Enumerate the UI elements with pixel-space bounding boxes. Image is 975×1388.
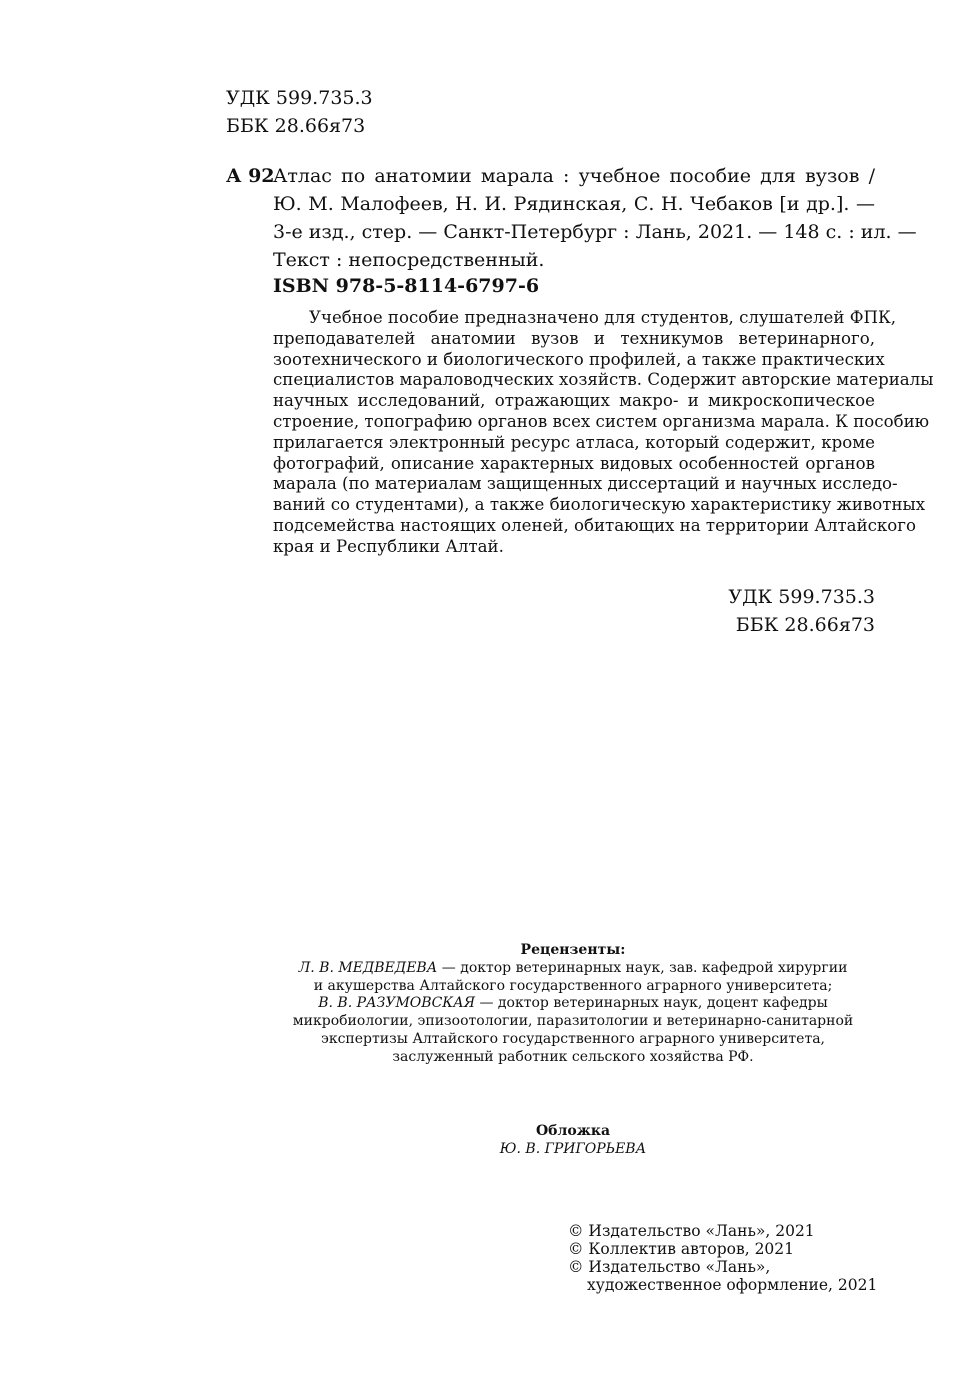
reviewer-2-affiliation: микробиологии, эпизоотологии, паразитологии и ветеринарно-санитарной [292, 1013, 854, 1030]
reviewer-2-title: — доктор ветеринарных наук, доцент кафедры [475, 995, 828, 1012]
author-mark: А 92 [226, 165, 275, 187]
classification-top [226, 84, 373, 140]
reviewers-block [272, 942, 874, 1067]
reviewer-1-affiliation: и акушерства Алтайского государственного аграрного университета; [313, 977, 833, 994]
annotation-line: Учебное пособие предназначено для студентов, слушателей ФПК, [309, 308, 897, 327]
copyright-line: © Коллектив авторов, 2021 [568, 1240, 795, 1258]
annotation-line: научных исследований, отражающих макро- и микроскопическое [273, 391, 875, 411]
udk-code: УДК 599.735.3 [728, 586, 875, 608]
annotation-line: специалистов мараловодческих хозяйств. Содержит авторские материалы [273, 370, 934, 390]
copyright-line: художественное оформление, 2021 [587, 1276, 878, 1294]
bibliographic-record [273, 162, 917, 274]
annotation-line: прилагается электронный ресурс атласа, который содержит, кроме [273, 432, 875, 452]
reviewer-1-title: — доктор ветеринарных наук, зав. кафедрой хирургии [437, 959, 848, 976]
annotation-line: преподавателей анатомии вузов и техникумов ветеринарного, [273, 328, 875, 348]
reviewers-heading: Рецензенты: [520, 942, 626, 958]
biblio-line: Ю. М. Малофеев, Н. И. Рядинская, С. Н. Чебаков [и др.]. — [273, 193, 875, 215]
copyright-line: © Издательство «Лань», 2021 [568, 1222, 815, 1240]
annotation-line: марала (по материалам защищенных диссертаций и научных исследо- [273, 474, 898, 494]
cover-heading: Обложка [535, 1123, 611, 1139]
copyright-notices [568, 1222, 877, 1294]
annotation-line: подсемейства настоящих оленей, обитающих на территории Алтайского [273, 515, 916, 535]
udk-code: УДК 599.735.3 [226, 87, 373, 109]
reviewer-2-name: В. В. РАЗУМОВСКАЯ [318, 995, 476, 1012]
annotation-line: края и Республики Алтай. [273, 536, 504, 556]
annotation-line: зоотехнического и биологического профилей, а также практических [273, 349, 885, 369]
classification-bottom [728, 583, 875, 639]
annotation-line: фотографий, описание характерных видовых особенностей органов [273, 453, 875, 473]
bbk-code: ББК 28.66я73 [226, 115, 366, 137]
annotation-line: ваний со студентами), а также биологическую характеристику животных [273, 495, 926, 515]
cover-credit [272, 1122, 874, 1158]
annotation [273, 308, 934, 558]
reviewer-2-affiliation: экспертизы Алтайского государственного аграрного университета, [321, 1030, 825, 1047]
biblio-line: 3-е изд., стер. — Санкт-Петербург : Лань, 2021. — 148 с. : ил. — [273, 221, 917, 243]
biblio-line: Атлас по анатомии марала : учебное пособие для вузов / [273, 165, 875, 187]
reviewer-1 [272, 960, 874, 978]
reviewer-2 [272, 995, 874, 1013]
annotation-line: строение, топографию органов всех систем организма марала. К пособию [273, 411, 930, 431]
isbn: ISBN 978-5-8114-6797-6 [273, 275, 540, 297]
bbk-code: ББК 28.66я73 [735, 614, 875, 636]
biblio-line: Текст : непосредственный. [273, 249, 545, 271]
copyright-line: © Издательство «Лань», [568, 1258, 771, 1276]
reviewer-2-honor: заслуженный работник сельского хозяйства РФ. [392, 1048, 754, 1065]
cover-designer: Ю. В. ГРИГОРЬЕВА [499, 1141, 647, 1157]
reviewer-1-name: Л. В. МЕДВЕДЕВА [298, 959, 438, 976]
